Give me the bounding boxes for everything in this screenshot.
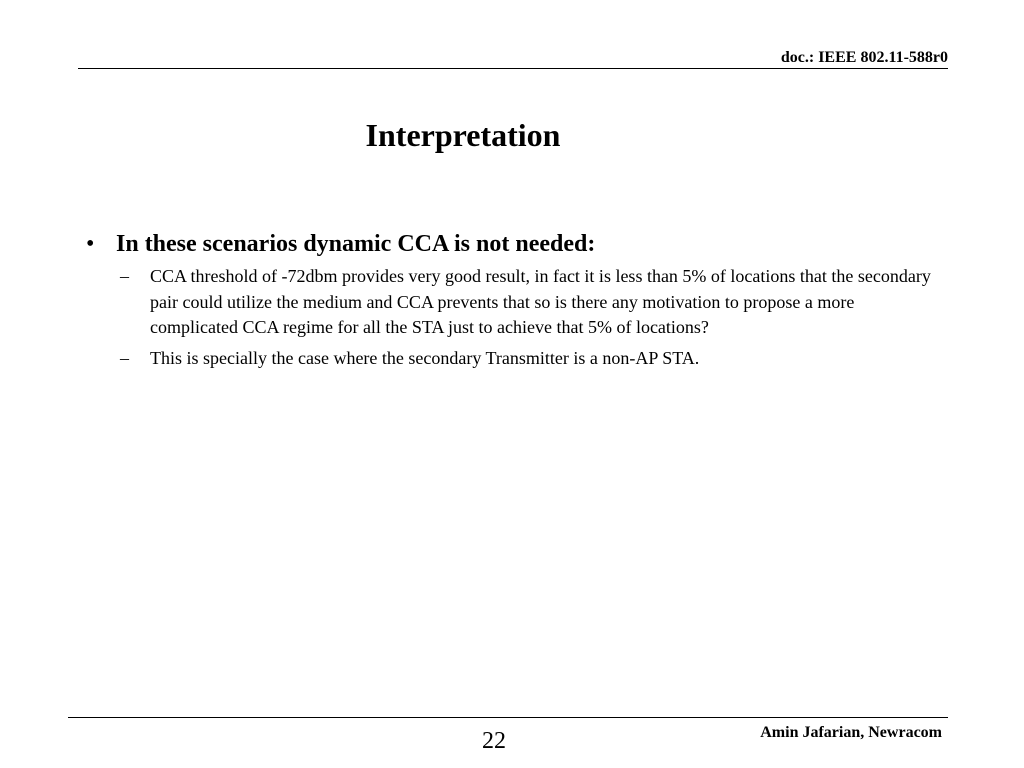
slide-title: Interpretation: [365, 117, 561, 153]
sub-bullet-text: CCA threshold of -72dbm provides very good result, in fact it is less than 5% of locations that the secondary pair could utilize the medium and CCA prevents that so is there any motivation to propose a more complicated CCA regime for all the STA just to achieve that 5% of locations?: [150, 266, 931, 337]
dash-marker: –: [120, 347, 129, 368]
sub-bullet-list: [120, 264, 946, 371]
bullet-text: In these scenarios dynamic CCA is not needed:: [116, 231, 596, 257]
footer-divider: [68, 717, 948, 718]
sub-bullet-text: This is specially the case where the secondary Transmitter is a non-AP STA.: [150, 347, 700, 368]
sub-bullet-item: [120, 346, 946, 372]
sub-bullet-item: [120, 264, 946, 341]
header-divider: [78, 68, 948, 69]
dash-marker: –: [120, 266, 129, 286]
slide-content: [86, 228, 946, 376]
doc-id: doc.: IEEE 802.11-588r0: [780, 49, 948, 66]
bullet-item: [86, 228, 946, 260]
bullet-marker: •: [86, 231, 95, 257]
page-number: 22: [482, 728, 506, 754]
author-credit: Amin Jafarian, Newracom: [760, 724, 942, 741]
